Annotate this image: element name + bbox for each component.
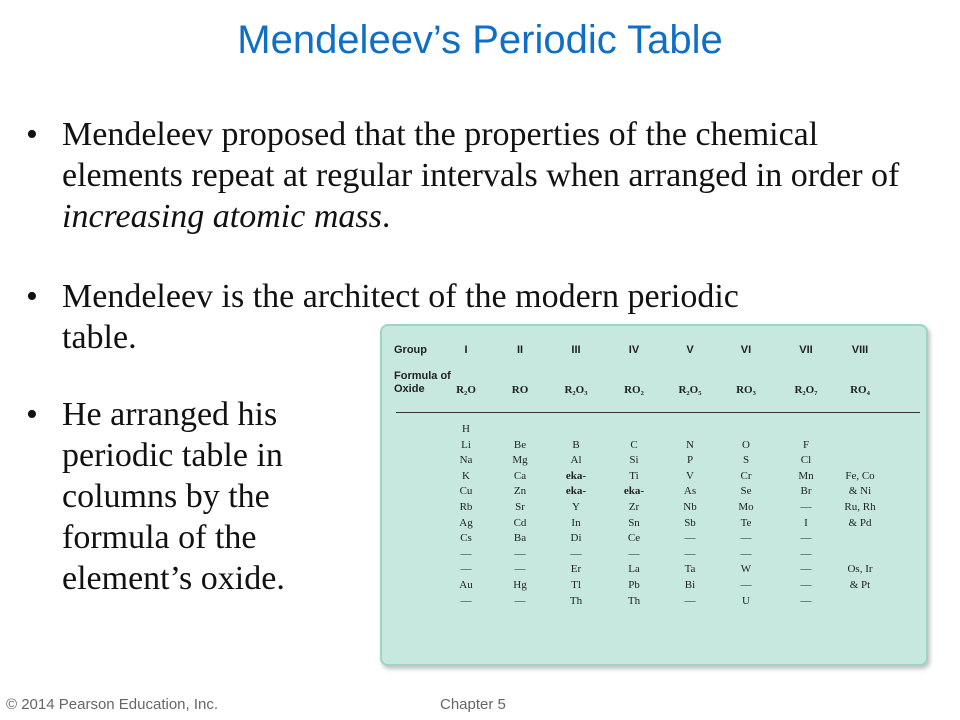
element-cell: Hg	[513, 578, 527, 591]
element-cell: Ru, Rh	[844, 500, 876, 513]
bullet-text: Mendeleev is the architect of the modern periodic table.	[62, 278, 739, 356]
element-cell: Rb	[459, 500, 473, 513]
element-cell: Sb	[684, 516, 696, 529]
element-cell: —	[800, 532, 812, 545]
element-cell	[781, 422, 831, 438]
element-cell	[835, 453, 885, 469]
element-cell: & Pt	[849, 578, 871, 591]
element-cell: I	[804, 516, 808, 529]
element-cell: N	[686, 438, 694, 451]
element-cell: Tl	[571, 578, 581, 591]
element-cell: P	[686, 454, 694, 467]
element-cell: Mn	[798, 469, 814, 482]
element-cell	[721, 422, 771, 438]
element-cell: —	[684, 547, 696, 560]
element-cell: Th	[627, 594, 641, 607]
element-cell: Sr	[515, 500, 525, 513]
element-cell	[835, 594, 885, 610]
oxide-formula: RO	[511, 384, 529, 396]
element-cell: F	[802, 438, 810, 451]
element-cell: —	[740, 547, 752, 560]
element-cell: La	[628, 563, 640, 576]
oxide-formula: RO₃	[736, 384, 756, 396]
element-cell: Cr	[740, 469, 752, 482]
element-cell: —	[684, 594, 696, 607]
group-number: VII	[799, 344, 813, 356]
group-number: IV	[628, 344, 640, 356]
bullet-text	[62, 114, 942, 237]
element-cell: Os, Ir	[847, 563, 873, 576]
element-cell: Fe, Co	[845, 469, 875, 482]
element-cell: —	[800, 547, 812, 560]
element-cell: —	[740, 532, 752, 545]
oxide-formula: R₂O	[456, 384, 476, 396]
element-cell: Er	[570, 563, 582, 576]
element-cell: Ce	[627, 532, 641, 545]
element-cell: Cl	[800, 454, 812, 467]
mendeleev-table-image	[380, 324, 928, 666]
element-list	[441, 422, 491, 609]
element-cell: Zr	[628, 500, 640, 513]
formula-header-label: Formula of Oxide	[394, 370, 451, 395]
bullet-marker: •	[26, 116, 38, 153]
bullet-text-prefix: Mendeleev proposed that the properties of the chemical elements repeat at regular intervals when arranged in order of	[62, 116, 900, 194]
element-cell	[835, 547, 885, 563]
element-cell: Cd	[513, 516, 527, 529]
element-cell: —	[740, 578, 752, 591]
bullet-text-italic: increasing atomic mass	[62, 198, 382, 235]
oxide-formula: R₂O₇	[794, 384, 818, 396]
element-cell: H	[462, 423, 470, 435]
element-cell: —	[460, 547, 472, 560]
bullet-text: He arranged his periodic table in columns by the formula of the element’s oxide.	[62, 396, 285, 597]
element-cell: S	[742, 454, 750, 467]
element-list	[781, 422, 831, 609]
element-cell: Br	[800, 485, 812, 498]
group-number: VI	[740, 344, 752, 356]
element-cell: In	[571, 516, 581, 529]
element-cell	[551, 422, 601, 438]
element-cell: & Pd	[848, 516, 872, 529]
element-cell: Di	[570, 532, 582, 545]
element-cell: V	[686, 469, 694, 482]
oxide-formula: R₂O₅	[678, 384, 702, 396]
element-cell: Bi	[684, 578, 696, 591]
element-cell: Be	[513, 438, 527, 451]
group-number: V	[686, 344, 694, 356]
element-cell: eka-	[623, 485, 645, 498]
element-cell: K	[462, 469, 470, 482]
group-header-label: Group	[394, 344, 427, 356]
element-cell: Pb	[628, 578, 640, 591]
element-cell: Cs	[460, 532, 472, 545]
group-number: VIII	[851, 344, 869, 356]
element-list	[495, 422, 545, 609]
element-cell	[835, 438, 885, 454]
element-cell: Mg	[512, 454, 528, 467]
element-cell: Li	[461, 438, 471, 451]
oxide-formula: R₂O₃	[564, 384, 588, 396]
oxide-formula: RO₄	[850, 384, 870, 396]
oxide-formula: RO₂	[624, 384, 644, 396]
bullet-marker: •	[26, 278, 38, 315]
element-cell: Al	[570, 454, 582, 467]
element-list	[835, 422, 885, 609]
element-cell: —	[514, 547, 526, 560]
element-cell: Na	[459, 454, 473, 467]
element-cell: eka-	[565, 469, 587, 482]
element-cell: —	[460, 594, 472, 607]
element-cell: Y	[572, 500, 580, 513]
element-cell	[665, 422, 715, 438]
element-cell: O	[742, 438, 750, 451]
element-cell: Ta	[684, 563, 696, 576]
element-cell: eka-	[565, 485, 587, 498]
element-cell: Se	[740, 485, 752, 498]
footer-chapter: Chapter 5	[440, 696, 506, 713]
element-cell	[495, 422, 545, 438]
element-cell: —	[800, 594, 812, 607]
element-cell: —	[628, 547, 640, 560]
element-cell	[835, 422, 885, 438]
element-cell: —	[800, 500, 812, 513]
element-cell: Sn	[628, 516, 640, 529]
element-cell: & Ni	[848, 485, 872, 498]
header-divider	[396, 412, 920, 413]
element-list	[665, 422, 715, 609]
element-cell: Ba	[513, 532, 527, 545]
element-cell: W	[740, 563, 752, 576]
element-cell: —	[514, 594, 526, 607]
element-list	[721, 422, 771, 609]
element-cell: —	[514, 563, 526, 576]
element-cell: —	[684, 532, 696, 545]
group-number: III	[571, 344, 581, 356]
element-cell: C	[630, 438, 638, 451]
element-cell: Mo	[738, 500, 754, 513]
element-cell: —	[800, 578, 812, 591]
element-list	[609, 422, 659, 609]
element-cell: Au	[459, 578, 473, 591]
element-cell	[835, 531, 885, 547]
element-cell: U	[742, 594, 750, 607]
element-cell: Ca	[513, 469, 527, 482]
element-cell: Nb	[683, 500, 697, 513]
element-cell: Cu	[459, 485, 473, 498]
element-cell: Ti	[629, 469, 639, 482]
element-cell: Zn	[513, 485, 527, 498]
element-cell	[609, 422, 659, 438]
element-cell: B	[572, 438, 580, 451]
slide-title: Mendeleev’s Periodic Table	[237, 18, 723, 62]
element-cell: Ag	[459, 516, 473, 529]
element-cell: Th	[569, 594, 583, 607]
element-cell: As	[683, 485, 697, 498]
element-cell: —	[800, 563, 812, 576]
element-list	[551, 422, 601, 609]
bullet-marker: •	[26, 396, 38, 433]
element-cell: Si	[629, 454, 639, 467]
element-cell: —	[460, 563, 472, 576]
bullet-text-suffix: .	[381, 198, 391, 235]
group-number: I	[464, 344, 468, 356]
group-number: II	[516, 344, 524, 356]
element-cell: —	[570, 547, 582, 560]
footer-copyright: © 2014 Pearson Education, Inc.	[6, 696, 219, 713]
element-cell: Te	[740, 516, 752, 529]
